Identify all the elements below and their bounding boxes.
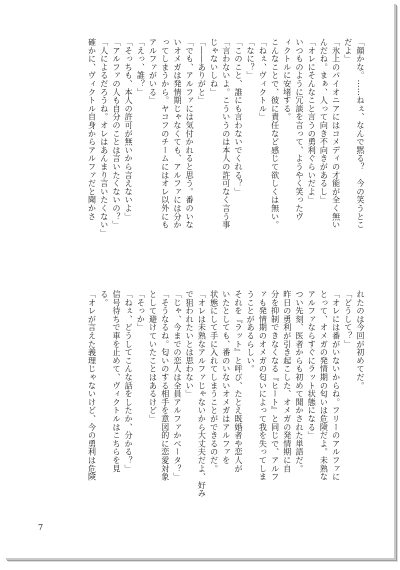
text-line: 「ねぇ、ヴィクトル」 — [258, 38, 268, 121]
upper-text-block — [85, 38, 366, 284]
text-line: として避けていたことはあるけど」 — [148, 290, 158, 423]
text-line: こんなことで、彼に責任など感じて欲しくは無い。 — [270, 38, 280, 229]
text-line: 「そっか」 — [136, 290, 146, 332]
text-line: 分を抑制できなくなる『ヒート』と同じで、アルフ — [270, 290, 280, 481]
text-line: いたとしても、番のいないオメガはアルファを — [221, 290, 231, 465]
text-line: 「オレにそんなこと言うの勇利ぐらいだよ」 — [307, 38, 317, 204]
text-line: で狙われたいとは思わない」 — [185, 290, 195, 398]
text-line: 「言わないよ。こういうのは本人の許可なく言う事 — [221, 38, 231, 229]
text-line: いオメガは発情期じゃなくても、アルファには分か — [172, 38, 182, 229]
text-line: 「そっちも、本人の許可が無いから言えないよ」 — [124, 38, 134, 221]
page-number: 7 — [38, 523, 44, 532]
text-line: 「えっ、誰？」 — [136, 38, 146, 97]
text-line: ってしまうから。ヤコフのチームにはオレ以外にも — [160, 38, 170, 229]
novel-page — [6, 4, 396, 560]
text-line: アルファならすぐにラット状態になる」 — [307, 290, 317, 440]
lower-text-block — [85, 290, 366, 536]
text-line: 「どうして？」 — [343, 290, 353, 349]
text-line: 「このこと、誰にも言わないでくれる？」 — [233, 38, 243, 196]
text-line: 昨日の勇利が引き起こした、オメガの発情期に自 — [282, 290, 292, 473]
text-line: アルファがいる」 — [148, 38, 158, 105]
text-line: 「オレが言えた義理じゃないけど、今の勇利は危険 — [87, 290, 97, 481]
text-line: 状態にして手に入れてしまうことができるのだ。 — [209, 290, 219, 473]
text-line: んだね。まぁ、人って向き不向きがあるし」 — [319, 38, 329, 204]
text-line: ァも発情期のオメガの匂いによって我を失ってしま — [258, 290, 268, 481]
text-line: る。 — [99, 290, 109, 307]
text-line: 「そうなるね。匂いのする相手を意図的に恋愛対象 — [160, 290, 170, 481]
text-line: じゃないしね」 — [209, 38, 219, 97]
text-line: 「じゃ、今までの恋人は全員アルファかベータ？」 — [172, 290, 182, 481]
text-line: れたのは今回が初めてだ。 — [356, 290, 365, 390]
text-line: いつものように冗談を言って、ようやく笑ったヴ — [294, 38, 304, 221]
text-line: 「でも、アルファには気付かれると思う。番のいな — [185, 38, 195, 229]
text-line: つい先刻、医者からも初めて聞かされた単語だ。 — [294, 290, 304, 473]
text-line: 確かに、ヴィクトル自身からアルファだと聞かさ — [87, 38, 97, 221]
text-line: 「ねぇ、どうしてこんな話をしたか、分かる？」 — [124, 290, 134, 473]
text-line: 「人によるだろうね。オレはあんまり言いたくない」 — [99, 38, 109, 238]
text-line: とって、オメガの発情期の匂いは危険だよ。未熟な — [319, 290, 329, 481]
text-line: うことがあるらしい。 — [246, 290, 256, 373]
text-line: 信号待ちで車を止めて、ヴィクトルはこちらを見 — [111, 290, 121, 473]
text-line: 「オレは未熟なアルファじゃないから大丈夫だよ、好み — [197, 290, 207, 498]
text-line: 「オレには番がいないからね。フリーのアルファに — [331, 290, 341, 481]
text-line: 「――ありがと」 — [197, 38, 207, 105]
text-line: 「顔かな。……ねぇ、なんで黙る？ 今の笑うとこ — [356, 38, 365, 229]
text-line: 「なに？」 — [246, 38, 256, 80]
text-line: ィクトルに安堵する。 — [282, 38, 292, 121]
text-line: 「氷上のパイオニアにはコメディの才能が全く無い — [331, 38, 341, 229]
text-line: だよ」 — [343, 38, 353, 63]
text-line: それを『ラット』と呼び、たとえ既婚者や恋人が — [233, 290, 243, 473]
text-line: 「アルファの人も自分のことは言いたくないの？」 — [111, 38, 121, 229]
